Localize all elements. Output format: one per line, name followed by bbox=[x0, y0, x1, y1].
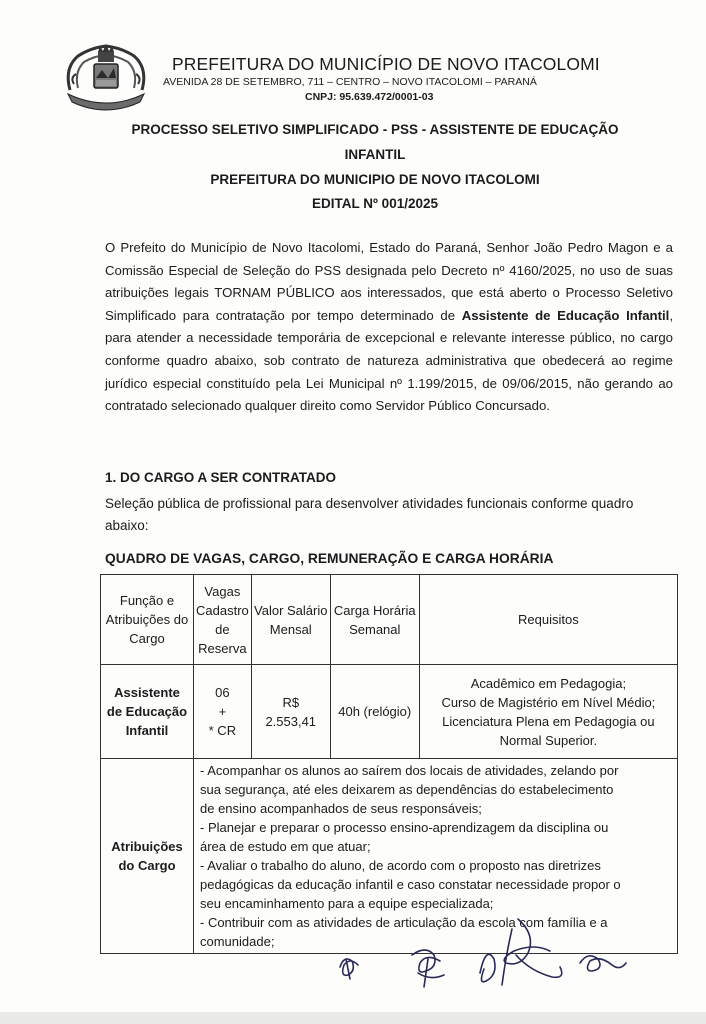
section-1-text: Seleção pública de profissional para desenvolver atividades funcionais conforme quadro abaixo: bbox=[105, 496, 634, 533]
cell-requisitos-line: Curso de Magistério em Nível Médio; bbox=[441, 694, 656, 710]
cell-requisitos bbox=[419, 665, 677, 759]
header-address: AVENIDA 28 DE SETEMBRO, 711 – CENTRO – NOVO ITACOLOMI – PARANÁ bbox=[163, 76, 537, 88]
page-bottom-edge bbox=[0, 1012, 706, 1024]
municipal-crest-logo bbox=[60, 38, 152, 116]
atribuicoes-line: seu encaminhamento para a equipe especializada; bbox=[200, 896, 494, 911]
cell-requisitos-line: Acadêmico em Pedagogia; bbox=[470, 675, 627, 691]
header-funcao-line: Atribuições do bbox=[105, 612, 189, 627]
atribuicoes-line: - Avaliar o trabalho do aluno, de acordo com o proposto nas diretrizes bbox=[200, 858, 601, 873]
header-funcao bbox=[101, 575, 194, 665]
atribuicoes-line: área de estudo em que atuar; bbox=[200, 839, 371, 854]
vacancy-table bbox=[100, 574, 678, 954]
title-line-1: PROCESSO SELETIVO SIMPLIFICADO - PSS - ASSISTENTE DE EDUCAÇÃO bbox=[131, 122, 619, 137]
cell-requisitos-line: Normal Superior. bbox=[499, 732, 598, 748]
header-carga-line: Carga Horária bbox=[333, 602, 416, 618]
intro-position-name: Assistente de Educação Infantil bbox=[461, 307, 670, 323]
cell-vagas-line: + bbox=[218, 704, 227, 719]
cell-funcao-line: Infantil bbox=[125, 723, 169, 738]
header-requisitos bbox=[419, 575, 677, 665]
table-header-row bbox=[101, 575, 678, 665]
atribuicoes-line: comunidade; bbox=[200, 934, 275, 949]
header-carga-line: Semanal bbox=[349, 621, 401, 637]
header-vagas-line: Cadastro bbox=[196, 602, 249, 618]
cell-vagas bbox=[194, 665, 252, 759]
cell-vagas-line: * CR bbox=[208, 723, 237, 738]
cell-atribuicoes-label bbox=[101, 759, 194, 954]
cell-funcao bbox=[101, 665, 194, 759]
header-valor bbox=[251, 575, 330, 665]
cell-valor bbox=[251, 665, 330, 759]
title-line-2: INFANTIL bbox=[344, 147, 406, 162]
cell-funcao-line: Assistente bbox=[114, 685, 180, 700]
section-1-title: 1. DO CARGO A SER CONTRATADO bbox=[105, 470, 337, 485]
header-valor-line: Mensal bbox=[269, 621, 312, 637]
intro-paragraph bbox=[105, 237, 673, 418]
cell-carga: 40h (relógio) bbox=[330, 665, 419, 759]
handwritten-signatures bbox=[330, 915, 660, 1005]
header-funcao-line: Função e bbox=[119, 593, 175, 608]
cell-requisitos-line: Licenciatura Plena em Pedagogia ou bbox=[442, 713, 655, 729]
atribuicoes-line: - Contribuir com as atividades de articulação da escola com família e a bbox=[200, 915, 608, 930]
header-vagas-line: de bbox=[215, 621, 230, 637]
table-row bbox=[101, 665, 678, 759]
header-funcao-line: Cargo bbox=[129, 631, 165, 646]
header-requisitos-line: Requisitos bbox=[518, 612, 579, 627]
header-org-title: PREFEITURA DO MUNICÍPIO DE NOVO ITACOLOMI bbox=[172, 54, 600, 74]
atribuicoes-line: pedagógicas da educação infantil e caso constatar necessidade propor o bbox=[200, 877, 621, 892]
atribuicoes-line: de ensino acompanhados de seus responsáveis; bbox=[200, 801, 482, 816]
atribuicoes-label-line: do Cargo bbox=[118, 858, 176, 873]
header-vagas bbox=[194, 575, 252, 665]
intro-text-part1: O Prefeito do Município de Novo Itacolomi, Estado do Paraná, Senhor João Pedro Magon e a Comissão Especial de Seleção do PSS designada pelo Decreto nº 4160/2025, no uso de suas atribuições legais TORNAM PÚBLICO aos interessados, que está aberto o Processo Seletivo Simplificado para contratação por tempo determinado de bbox=[105, 240, 673, 323]
table-caption: QUADRO DE VAGAS, CARGO, REMUNERAÇÃO E CARGA HORÁRIA bbox=[105, 551, 554, 566]
header-carga bbox=[330, 575, 419, 665]
atribuicoes-line: sua segurança, até eles deixarem as dependências do estabelecimento bbox=[200, 782, 614, 797]
title-line-3: PREFEITURA DO MUNICIPIO DE NOVO ITACOLOMI bbox=[210, 172, 540, 187]
header-valor-line: Valor Salário bbox=[254, 602, 328, 618]
cell-valor-line: R$ bbox=[282, 694, 300, 710]
cell-vagas-line: 06 bbox=[215, 685, 230, 700]
atribuicoes-line: - Planejar e preparar o processo ensino-aprendizagem da disciplina ou bbox=[200, 820, 609, 835]
atribuicoes-label-line: Atribuições bbox=[111, 839, 183, 854]
header-vagas-line: Vagas bbox=[204, 583, 241, 599]
intro-text-part2: , para atender a necessidade temporária de excepcional e relevante interesse público, no cargo conforme quadro abaixo, sob contrato de natureza administrativa que obedecerá ao regime jurídico especial constituído pela Lei Municipal nº 1.199/2015, de 09/06/2015, não gerando ao contratado selecionado qualquer direito como Servidor Público Concursado. bbox=[105, 307, 673, 414]
atribuicoes-line: - Acompanhar os alunos ao saírem dos locais de atividades, zelando por bbox=[200, 763, 619, 778]
cell-valor-line: 2.553,41 bbox=[265, 713, 317, 729]
header-vagas-line: Reserva bbox=[198, 640, 247, 656]
header-cnpj: CNPJ: 95.639.472/0001-03 bbox=[305, 91, 434, 103]
cell-funcao-line: de Educação bbox=[106, 704, 188, 719]
edital-number: EDITAL Nº 001/2025 bbox=[312, 196, 438, 211]
